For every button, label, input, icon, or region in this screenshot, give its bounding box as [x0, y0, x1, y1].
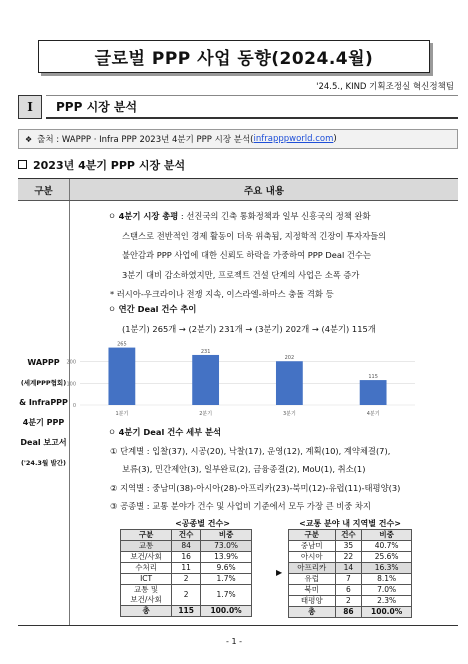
square-bullet-icon [18, 160, 27, 169]
table-cell: 100.0% [362, 607, 412, 618]
document-title: 글로벌 PPP 사업 동향(2024.4월) [94, 49, 374, 69]
table-cell: 25.6% [362, 552, 412, 563]
data-label: 115 [368, 374, 378, 381]
header-cell: 비중 [201, 530, 252, 541]
table-cell: 수처리 [121, 563, 172, 574]
source-link[interactable]: infrapppworld.com [253, 134, 334, 144]
table-cell: 84 [172, 541, 201, 552]
table-cell: 북미 [289, 585, 336, 596]
table-cell: 2.3% [362, 596, 412, 607]
header-cell: 건수 [172, 530, 201, 541]
table-cell: 2 [335, 596, 362, 607]
source-prefix: 출처 : WAPPP · Infra PPP 2023년 4분기 PPP 시장 분석( [37, 135, 254, 145]
bullet-1-line: 스탠스로 전반적인 경제 활동이 더욱 위축됨, 지정학적 긴장이 투자자들의 [122, 230, 387, 241]
data-label: 265 [117, 341, 127, 348]
bar [276, 361, 303, 405]
bar [360, 380, 387, 405]
region-table-caption: <교통 분야 내 지역별 건수> [299, 519, 401, 528]
table-cell: 2 [172, 585, 201, 606]
source-box [18, 129, 458, 149]
table-cell: 16 [172, 552, 201, 563]
y-tick-label: 0 [72, 403, 76, 409]
label-line: & InfraPPP [19, 398, 68, 407]
table-row [289, 541, 412, 552]
bullet-1-line: 3분기 대비 감소하였지만, 프로젝트 건설 단계의 사업은 소폭 증가 [122, 269, 360, 280]
deal-count-chart [58, 334, 423, 419]
table-row [121, 574, 252, 585]
bullet-3-item: 지역별 : 중남미(38)-아시아(28)-아프리카(23)-북미(12)-유럽(11)-태평양(3) [120, 482, 401, 493]
circle-bullet-icon: ㅇ [108, 427, 119, 437]
quarter-title [18, 157, 185, 173]
label-line: Deal 보고서 [20, 438, 67, 447]
header-cell: 비중 [362, 530, 412, 541]
circle-bullet-icon: ㅇ [108, 211, 119, 221]
region-table [288, 529, 412, 618]
circle-bullet-icon: ㅇ [108, 304, 119, 314]
bullet-2-head: 연간 Deal 건수 추이 [118, 304, 197, 314]
table-cell: 태평양 [289, 596, 336, 607]
bullet-3-head: 4분기 Deal 건수 세부 분석 [118, 427, 222, 437]
bullet-2-line [108, 300, 456, 320]
label-line: (세계PPP협회) [20, 379, 67, 387]
table-row [289, 596, 412, 607]
table-row [289, 574, 412, 585]
table-cell: 7.0% [362, 585, 412, 596]
bullet-2-trend: (1분기) 265개 → (2분기) 231개 → (3분기) 202개 → (4분기) 115개 [122, 323, 376, 334]
asterisk-icon: * [110, 289, 117, 299]
table-cell: 교통 [121, 541, 172, 552]
label-line: WAPPP [27, 358, 60, 367]
number-marker: ① [110, 445, 118, 456]
table-row [121, 585, 252, 606]
table-header-content: 주요 내용 [243, 185, 284, 197]
diamond-icon: ❖ [25, 134, 33, 144]
header-cell: 구분 [121, 530, 172, 541]
y-tick-label: 100 [66, 381, 76, 388]
table-total-row [289, 607, 412, 618]
table-row [121, 563, 252, 574]
sector-table-caption: <공종별 건수> [175, 519, 230, 528]
chart-svg [58, 334, 423, 419]
number-marker: ② [110, 482, 118, 493]
quarter-title-text: 2023년 4분기 PPP 시장 분석 [33, 159, 186, 172]
table-cell: 8.1% [362, 574, 412, 585]
source-suffix: ) [333, 134, 337, 144]
table-cell: 115 [172, 606, 201, 617]
table-row [121, 541, 252, 552]
document-author: '24.5., KIND 기획조정실 혁신정책팀 [316, 82, 454, 92]
table-cell: 22 [335, 552, 362, 563]
arrow-right-icon: ▶ [276, 568, 283, 577]
table-row [121, 552, 252, 563]
table-cell: 11 [172, 563, 201, 574]
table-cell: 9.6% [201, 563, 252, 574]
bar [192, 355, 219, 405]
table-header-row [18, 179, 458, 201]
x-tick-label: 4분기 [366, 411, 380, 417]
table-cell: 아프리카 [289, 563, 336, 574]
table-total-row [121, 606, 252, 617]
bullet-1-line: 불안감과 PPP 사업에 대한 신뢰도 하락을 가중하여 PPP Deal 건수는 [122, 250, 371, 260]
table-cell: 16.3% [362, 563, 412, 574]
table-cell: 아시아 [289, 552, 336, 563]
number-marker: ③ [110, 501, 118, 511]
table-cell: 73.0% [201, 541, 252, 552]
bullet-3-line [108, 479, 458, 498]
header-cell: 구분 [289, 530, 336, 541]
x-tick-label: 3분기 [282, 411, 296, 417]
bullet-3-line [108, 442, 458, 461]
table-cell: 14 [335, 563, 362, 574]
table-cell: 35 [335, 541, 362, 552]
table-cell: 1.7% [201, 574, 252, 585]
bullet-3-item: 보류(3), 민간제안(3), 일부완료(2), 금융종결(2), MoU(1), 취소(1) [122, 464, 366, 474]
section-header [18, 95, 458, 119]
table-header-row [121, 530, 252, 541]
table-cell: 총 [289, 607, 336, 618]
bullet-1 [108, 207, 456, 305]
table-cell: 6 [335, 585, 362, 596]
header-cell: 건수 [335, 530, 362, 541]
table-cell: 100.0% [201, 606, 252, 617]
bullet-1-line [108, 207, 456, 227]
page-number: - 1 - [226, 637, 242, 646]
document-title-box [38, 40, 430, 73]
bullet-3-line [108, 423, 458, 442]
table-cell: 2 [172, 574, 201, 585]
x-tick-label: 2분기 [199, 411, 213, 417]
table-header-category: 구분 [18, 179, 70, 200]
bullet-3-line [108, 497, 458, 516]
bullet-1-text: : 선진국의 긴축 통화정책과 일부 신흥국의 정책 완화 [178, 211, 371, 221]
table-row [289, 585, 412, 596]
table-cell: 교통 및 보건/사회 [121, 585, 172, 606]
table-header-row [289, 530, 412, 541]
table-cell: 1.7% [201, 585, 252, 606]
bullet-3-item: 공종별 : 교통 분야가 건수 및 사업비 기준에서 모두 가장 큰 비중 차지 [120, 501, 371, 511]
bullet-1-head: 4분기 시장 총평 [118, 211, 179, 221]
table-cell: 40.7% [362, 541, 412, 552]
table-cell: 13.9% [201, 552, 252, 563]
bullet-1-note-text: 러시아-우크라이나 전쟁 지속, 이스라엘-하마스 충돌 격화 등 [116, 289, 334, 299]
data-label: 231 [200, 348, 211, 355]
table-cell: 총 [121, 606, 172, 617]
table-cell: 86 [335, 607, 362, 618]
section-number: I [18, 95, 42, 119]
bullet-3-item: 단계별 : 입찰(37), 시공(20), 낙찰(17), 운영(12), 계획(10), 계약체결(7), [120, 445, 391, 456]
data-label: 202 [284, 355, 295, 362]
table-cell: 유럽 [289, 574, 336, 585]
table-cell: 7 [335, 574, 362, 585]
x-tick-label: 1분기 [115, 411, 129, 417]
y-tick-label: 200 [66, 359, 76, 366]
table-cell: ICT [121, 574, 172, 585]
bar [108, 348, 135, 405]
section-title: PPP 시장 분석 [46, 95, 458, 119]
label-line: 4분기 PPP [22, 418, 65, 427]
table-cell: 보건/사회 [121, 552, 172, 563]
table-row [289, 563, 412, 574]
table-row [289, 552, 412, 563]
bullet-3 [108, 423, 458, 516]
table-cell: 중남미 [289, 541, 336, 552]
label-line: ('24.3월 발간) [20, 459, 67, 467]
sector-table [120, 529, 252, 617]
